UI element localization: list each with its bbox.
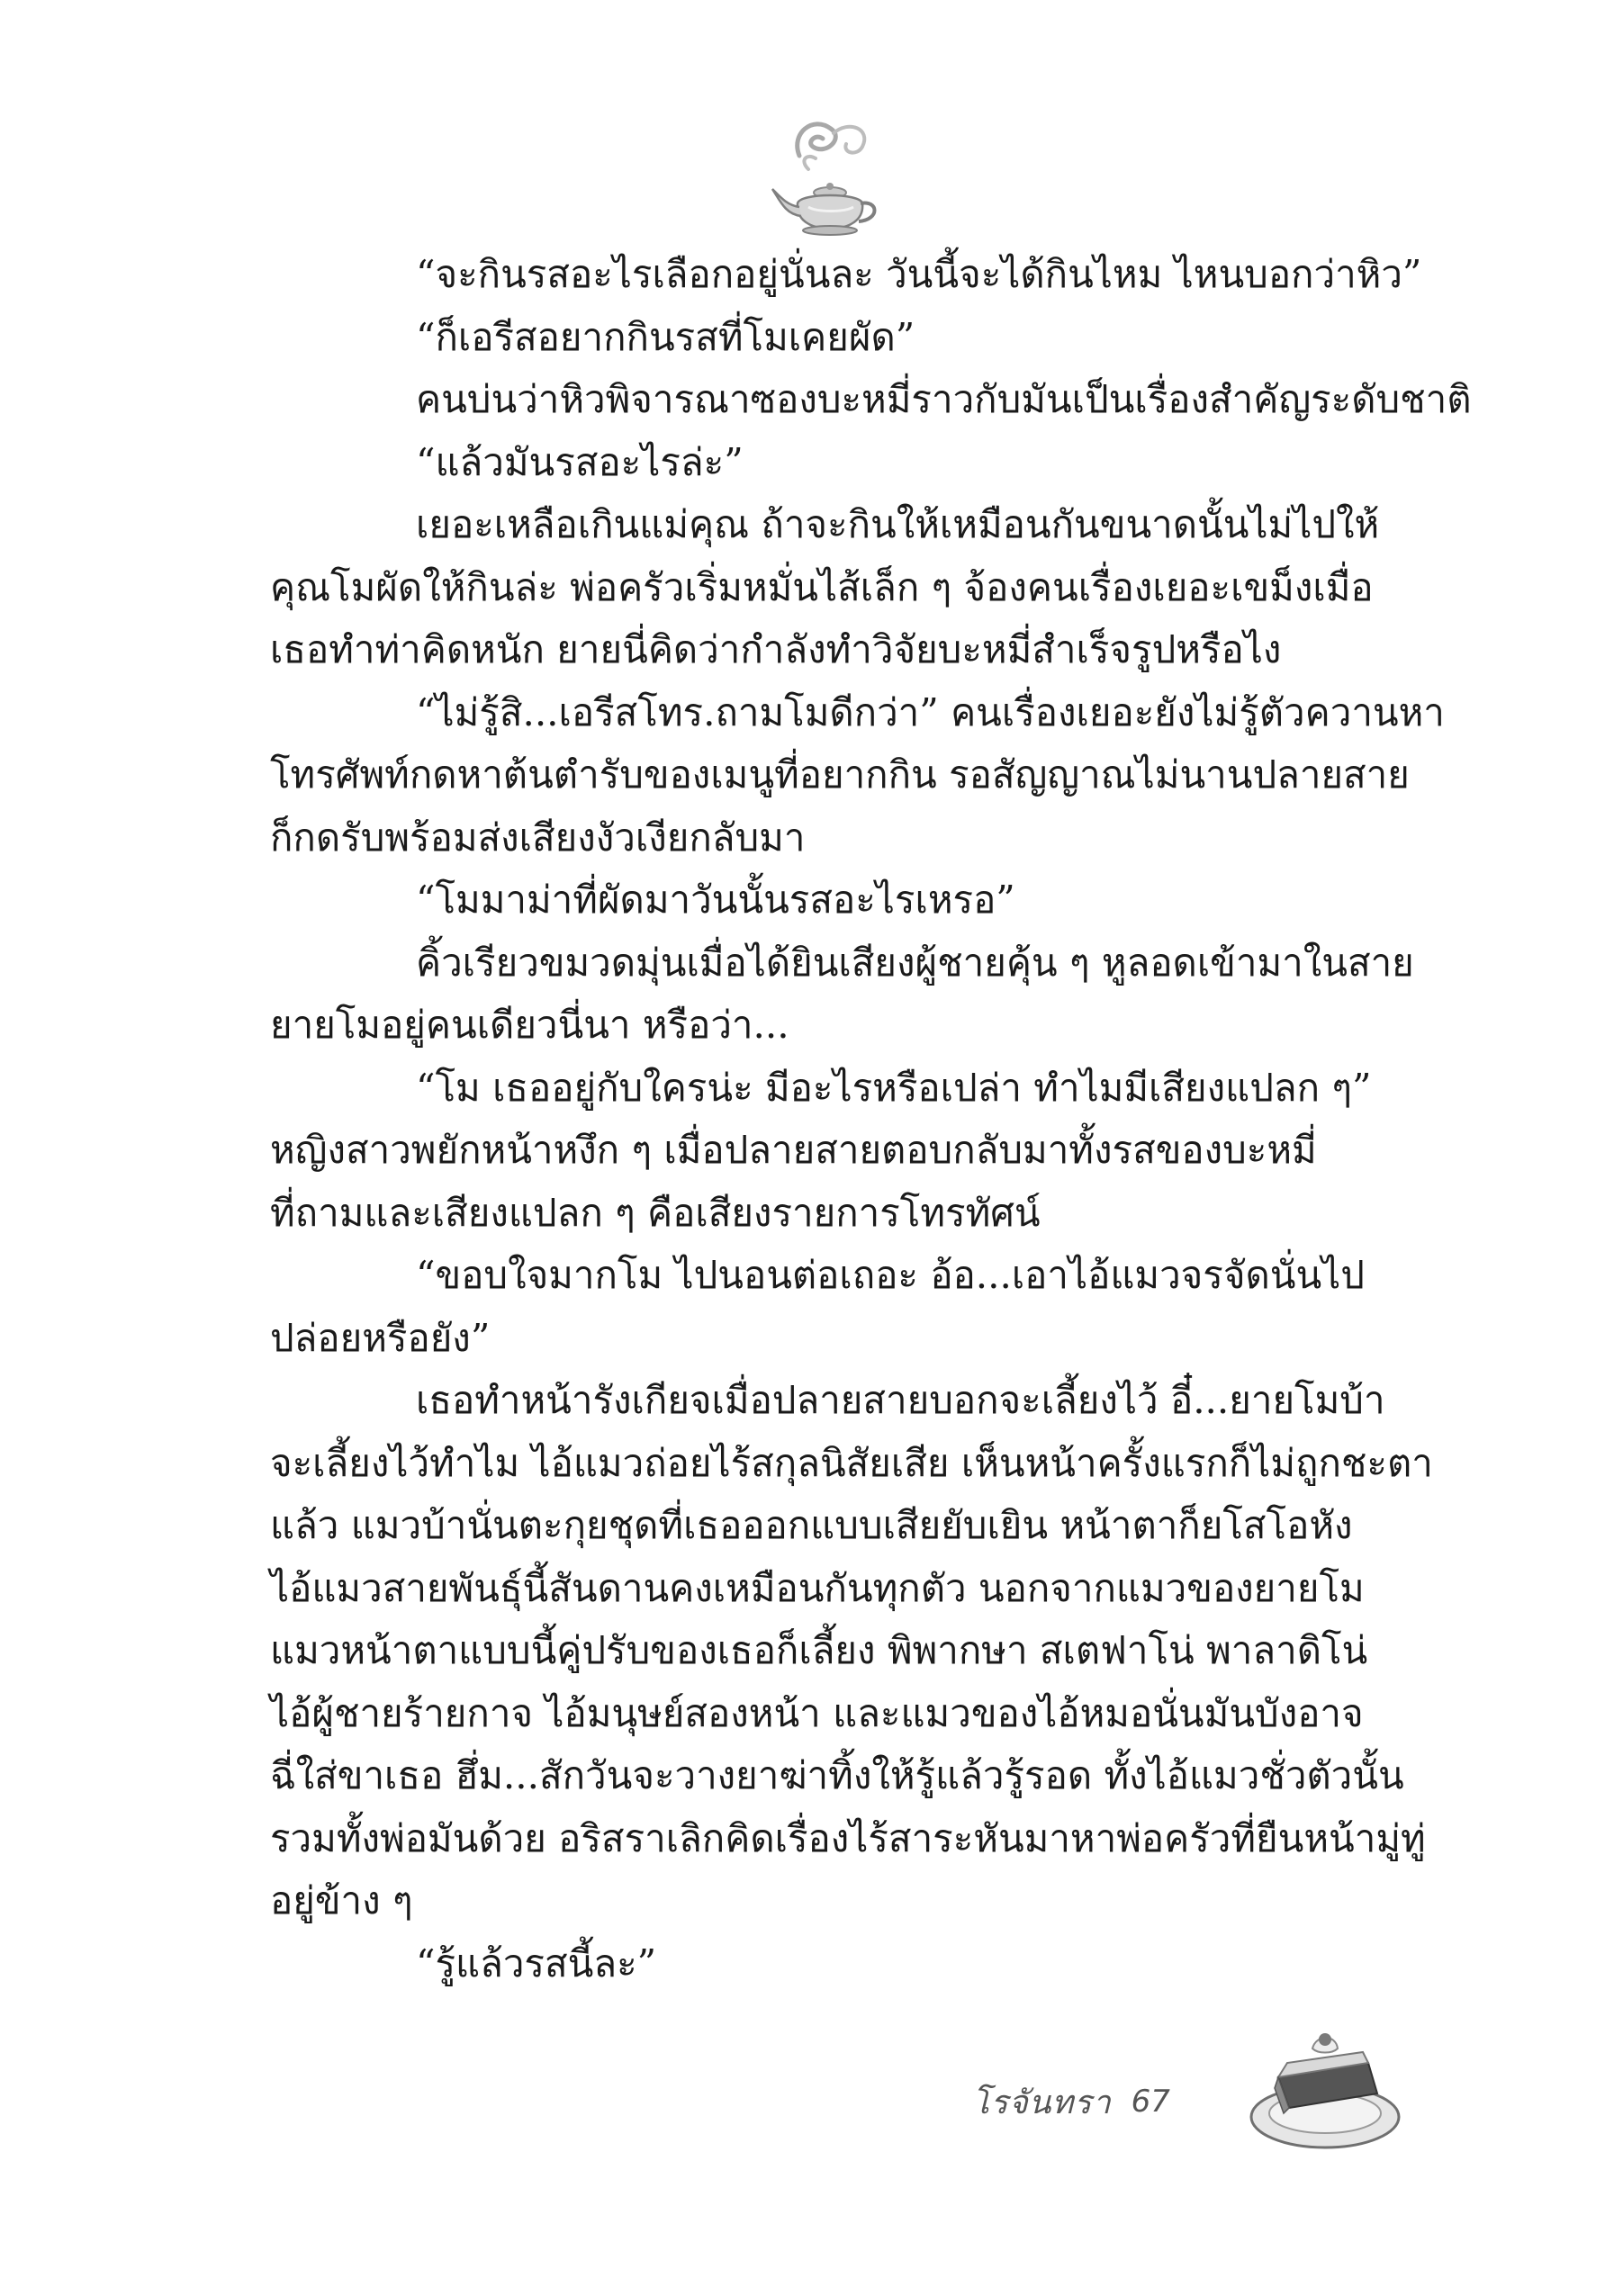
text-line: ไอ้ผู้ชายร้ายกาจ ไอ้มนุษย์สองหน้า และแมวของไอ้หมอนั่นมันบังอาจ	[270, 1690, 1364, 1735]
text-line: เยอะเหลือเกินแม่คุณ ถ้าจะกินให้เหมือนกันขนาดนั้นไม่ไปให้	[416, 502, 1380, 546]
chapter-body-text	[270, 243, 1472, 1994]
cake-slice-icon	[1242, 2007, 1404, 2160]
text-line: คุณโมผัดให้กินล่ะ พ่อครัวเริ่มหมั่นไส้เล็ก ๆ จ้องคนเรื่องเยอะเขม็งเมื่อ	[270, 564, 1374, 609]
text-line: โทรศัพท์กดหาต้นตำรับของเมนูที่อยากกิน รอสัญญาณไม่นานปลายสาย	[270, 752, 1410, 797]
text-line: หญิงสาวพยักหน้าหงึก ๆ เมื่อปลายสายตอบกลับมาทั้งรสของบะหมี่	[270, 1128, 1317, 1172]
text-line: “รู้แล้วรสนี้ละ”	[416, 1940, 657, 1985]
text-line: ปล่อยหรือยัง”	[270, 1315, 491, 1360]
text-line: ก็กดรับพร้อมส่งเสียงงัวเงียกลับมา	[270, 815, 806, 860]
text-line: “จะกินรสอะไรเลือกอยู่นั่นละ วันนี้จะได้กินไหม ไหนบอกว่าหิว”	[416, 252, 1422, 296]
teapot-ornament-icon	[763, 106, 889, 241]
text-line: ที่ถามและเสียงแปลก ๆ คือเสียงรายการโทรทัศน์	[270, 1190, 1041, 1235]
text-line: ฉี่ใส่ขาเธอ ฮึ่ม...สักวันจะวางยาฆ่าทิ้งให้รู้แล้วรู้รอด ทั้งไอ้แมวชั่วตัวนั้น	[270, 1753, 1404, 1797]
text-line: “โม เธออยู่กับใครน่ะ มีอะไรหรือเปล่า ทำไมมีเสียงแปลก ๆ”	[416, 1065, 1372, 1110]
page-footer	[972, 2061, 1170, 2142]
text-line: “ขอบใจมากโม ไปนอนต่อเถอะ อ้อ...เอาไอ้แมวจรจัดนั่นไป	[416, 1253, 1365, 1297]
text-line: จะเลี้ยงไว้ทำไม ไอ้แมวถ่อยไร้สกุลนิสัยเสีย เห็นหน้าครั้งแรกก็ไม่ถูกชะตา	[270, 1440, 1433, 1485]
text-line: เธอทำหน้ารังเกียจเมื่อปลายสายบอกจะเลี้ยงไว้ อี๋...ยายโมบ้า	[416, 1378, 1385, 1422]
text-line: “โมมาม่าที่ผัดมาวันนั้นรสอะไรเหรอ”	[416, 878, 1015, 922]
text-line: รวมทั้งพ่อมันด้วย อริสราเลิกคิดเรื่องไร้สาระหันมาหาพ่อครัวที่ยืนหน้ามู่ทู่	[270, 1815, 1426, 1860]
text-line: แมวหน้าตาแบบนี้คู่ปรับของเธอก็เลี้ยง พิพากษา สเตฟาโน่ พาลาดิโน่	[270, 1628, 1368, 1672]
text-line: แล้ว แมวบ้านั่นตะกุยชุดที่เธอออกแบบเสียยับเยิน หน้าตาก็ยโสโอหัง	[270, 1503, 1353, 1547]
text-line: เธอทำท่าคิดหนัก ยายนี่คิดว่ากำลังทำวิจัยบะหมี่สำเร็จรูปหรือไง	[270, 627, 1282, 671]
text-line: คนบ่นว่าหิวพิจารณาซองบะหมี่ราวกับมันเป็นเรื่องสำคัญระดับชาติ	[416, 377, 1472, 421]
text-line: “แล้วมันรสอะไรล่ะ”	[416, 439, 744, 484]
text-line: คิ้วเรียวขมวดมุ่นเมื่อได้ยินเสียงผู้ชายคุ้น ๆ หูลอดเข้ามาในสาย	[416, 940, 1414, 985]
page-number: 67	[1131, 2084, 1170, 2120]
text-line: อยู่ข้าง ๆ	[270, 1878, 413, 1922]
text-line: ยายโมอยู่คนเดียวนี่นา หรือว่า...	[270, 1003, 789, 1047]
text-line: “ไม่รู้สิ...เอรีสโทร.ถามโมดีกว่า” คนเรื่องเยอะยังไม่รู้ตัวควานหา	[416, 689, 1445, 734]
author-name: โรจันทรา	[972, 2084, 1112, 2121]
text-line: “ก็เอรีสอยากกินรสที่โมเคยผัด”	[416, 314, 915, 359]
text-line: ไอ้แมวสายพันธุ์นี้สันดานคงเหมือนกันทุกตัว นอกจากแมวของยายโม	[270, 1565, 1365, 1610]
